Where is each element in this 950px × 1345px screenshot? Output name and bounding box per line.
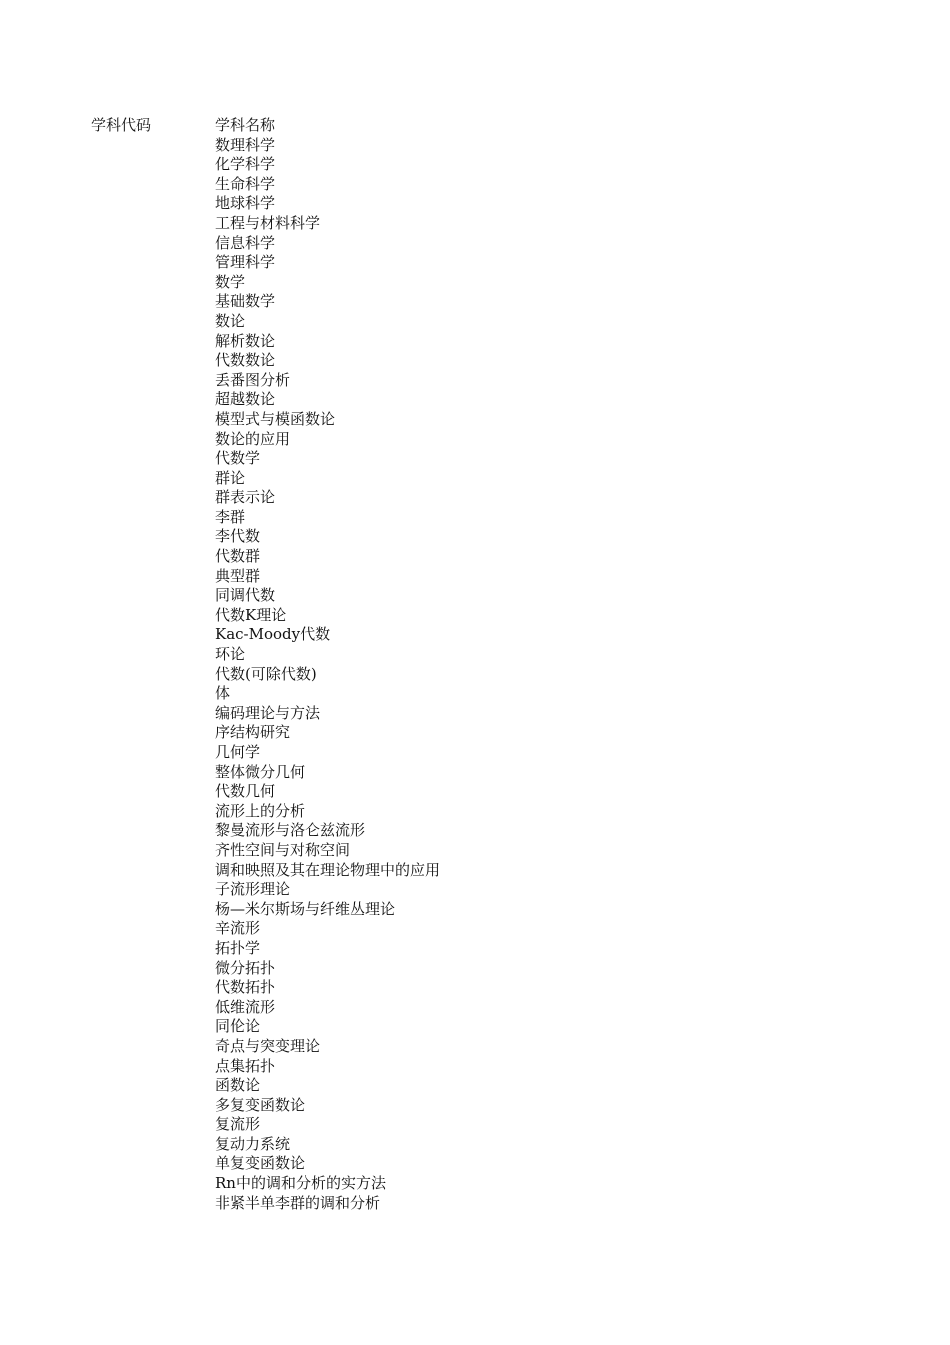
- table-row: [0, 802, 950, 822]
- subject-name-cell: 代数学: [215, 449, 261, 468]
- table-row: [0, 488, 950, 508]
- table-row: [0, 410, 950, 430]
- subject-name-cell: 微分拓扑: [215, 958, 276, 977]
- table-row: [0, 998, 950, 1018]
- table-row: [0, 782, 950, 802]
- table-row: [0, 1037, 950, 1057]
- subject-name-cell: 数理科学: [215, 135, 276, 154]
- table-row: [0, 586, 950, 606]
- subject-name-cell: 管理科学: [215, 253, 276, 272]
- subject-name-cell: 代数几何: [215, 782, 276, 801]
- subject-name-cell: 单复变函数论: [215, 1154, 306, 1173]
- subject-name-cell: 超越数论: [215, 390, 276, 409]
- table-row: [0, 606, 950, 626]
- table-row: [0, 861, 950, 881]
- table-row: [0, 1174, 950, 1194]
- subject-name-cell: 群表示论: [215, 488, 276, 507]
- table-row: [0, 919, 950, 939]
- table-row: [0, 175, 950, 195]
- table-row: [0, 684, 950, 704]
- table-row: [0, 1076, 950, 1096]
- subject-name-cell: 代数拓扑: [215, 978, 276, 997]
- table-row: [0, 136, 950, 156]
- subject-name-cell: 生命科学: [215, 174, 276, 193]
- table-row: [0, 214, 950, 234]
- table-row: [0, 821, 950, 841]
- table-row: [0, 1057, 950, 1077]
- subject-name-cell: 丢番图分析: [215, 370, 291, 389]
- subject-name-cell: 数论: [215, 311, 246, 330]
- table-row: [0, 155, 950, 175]
- table-row: [0, 1154, 950, 1174]
- table-row: [0, 939, 950, 959]
- table-row: [0, 1115, 950, 1135]
- table-row: [0, 763, 950, 783]
- table-row: [0, 508, 950, 528]
- table-row: [0, 880, 950, 900]
- table-row: [0, 1194, 950, 1214]
- table-row: [0, 312, 950, 332]
- subject-name-cell: 流形上的分析: [215, 801, 306, 820]
- column-header-subject-name: 学科名称: [215, 116, 276, 134]
- table-row: [0, 292, 950, 312]
- subject-name-cell: 多复变函数论: [215, 1095, 306, 1114]
- subject-name-cell: Rn中的调和分析的实方法: [215, 1174, 386, 1193]
- subject-name-cell: 复动力系统: [215, 1134, 291, 1153]
- subject-name-cell: 信息科学: [215, 233, 276, 252]
- subject-name-cell: 环论: [215, 645, 246, 664]
- subject-name-cell: 函数论: [215, 1076, 261, 1095]
- column-header-subject-code: 学科代码: [91, 116, 152, 134]
- table-row: [0, 194, 950, 214]
- table-row: [0, 469, 950, 489]
- subject-name-cell: 序结构研究: [215, 723, 291, 742]
- subject-name-cell: 李代数: [215, 527, 261, 546]
- subject-name-cell: 拓扑学: [215, 938, 261, 957]
- table-row: [0, 743, 950, 763]
- subject-name-cell: 代数群: [215, 547, 261, 566]
- table-body: [0, 136, 950, 1214]
- table-row: [0, 1096, 950, 1116]
- subject-name-cell: 低维流形: [215, 997, 276, 1016]
- table-row: [0, 978, 950, 998]
- table-row: [0, 841, 950, 861]
- subject-name-cell: 齐性空间与对称空间: [215, 840, 351, 859]
- table-header-row: [0, 116, 950, 136]
- table-row: [0, 332, 950, 352]
- table-row: [0, 1135, 950, 1155]
- table-row: [0, 253, 950, 273]
- table-row: [0, 449, 950, 469]
- subject-name-cell: 李群: [215, 507, 246, 526]
- subject-name-cell: 奇点与突变理论: [215, 1036, 321, 1055]
- subject-name-cell: 模型式与模函数论: [215, 409, 336, 428]
- subject-name-cell: 代数K理论: [215, 605, 287, 624]
- table-row: [0, 527, 950, 547]
- table-row: [0, 625, 950, 645]
- subject-name-cell: 解析数论: [215, 331, 276, 350]
- subject-name-cell: 代数(可除代数): [215, 664, 317, 683]
- table-row: [0, 371, 950, 391]
- subject-name-cell: 整体微分几何: [215, 762, 306, 781]
- subject-name-cell: 辛流形: [215, 919, 261, 938]
- subject-name-cell: 典型群: [215, 566, 261, 585]
- subject-name-cell: 数论的应用: [215, 429, 291, 448]
- subject-table: [0, 116, 950, 1213]
- subject-name-cell: 工程与材料科学: [215, 213, 321, 232]
- table-row: [0, 273, 950, 293]
- subject-name-cell: 几何学: [215, 743, 261, 761]
- subject-name-cell: 代数数论: [215, 351, 276, 370]
- subject-name-cell: 黎曼流形与洛仑兹流形: [215, 821, 366, 840]
- subject-name-cell: 点集拓扑: [215, 1056, 276, 1075]
- subject-name-cell: 基础数学: [215, 292, 276, 311]
- table-row: [0, 704, 950, 724]
- subject-name-cell: 体: [215, 684, 231, 703]
- table-row: [0, 959, 950, 979]
- subject-name-cell: Kac-Moody代数: [215, 625, 331, 644]
- subject-name-cell: 编码理论与方法: [215, 703, 321, 722]
- table-row: [0, 547, 950, 567]
- table-row: [0, 645, 950, 665]
- subject-name-cell: 子流形理论: [215, 880, 291, 899]
- table-row: [0, 234, 950, 254]
- subject-name-cell: 调和映照及其在理论物理中的应用: [215, 860, 441, 879]
- subject-name-cell: 非紧半单李群的调和分析: [215, 1193, 381, 1212]
- table-row: [0, 900, 950, 920]
- subject-name-cell: 数学: [215, 272, 246, 291]
- subject-name-cell: 杨—米尔斯场与纤维丛理论: [215, 899, 396, 918]
- table-row: [0, 390, 950, 410]
- subject-name-cell: 复流形: [215, 1115, 261, 1134]
- subject-name-cell: 同伦论: [215, 1017, 261, 1036]
- table-row: [0, 430, 950, 450]
- table-row: [0, 1017, 950, 1037]
- subject-name-cell: 地球科学: [215, 194, 276, 213]
- table-row: [0, 723, 950, 743]
- table-row: [0, 351, 950, 371]
- subject-name-cell: 群论: [215, 468, 246, 487]
- subject-name-cell: 化学科学: [215, 155, 276, 174]
- table-row: [0, 665, 950, 685]
- subject-name-cell: 同调代数: [215, 586, 276, 605]
- table-row: [0, 567, 950, 587]
